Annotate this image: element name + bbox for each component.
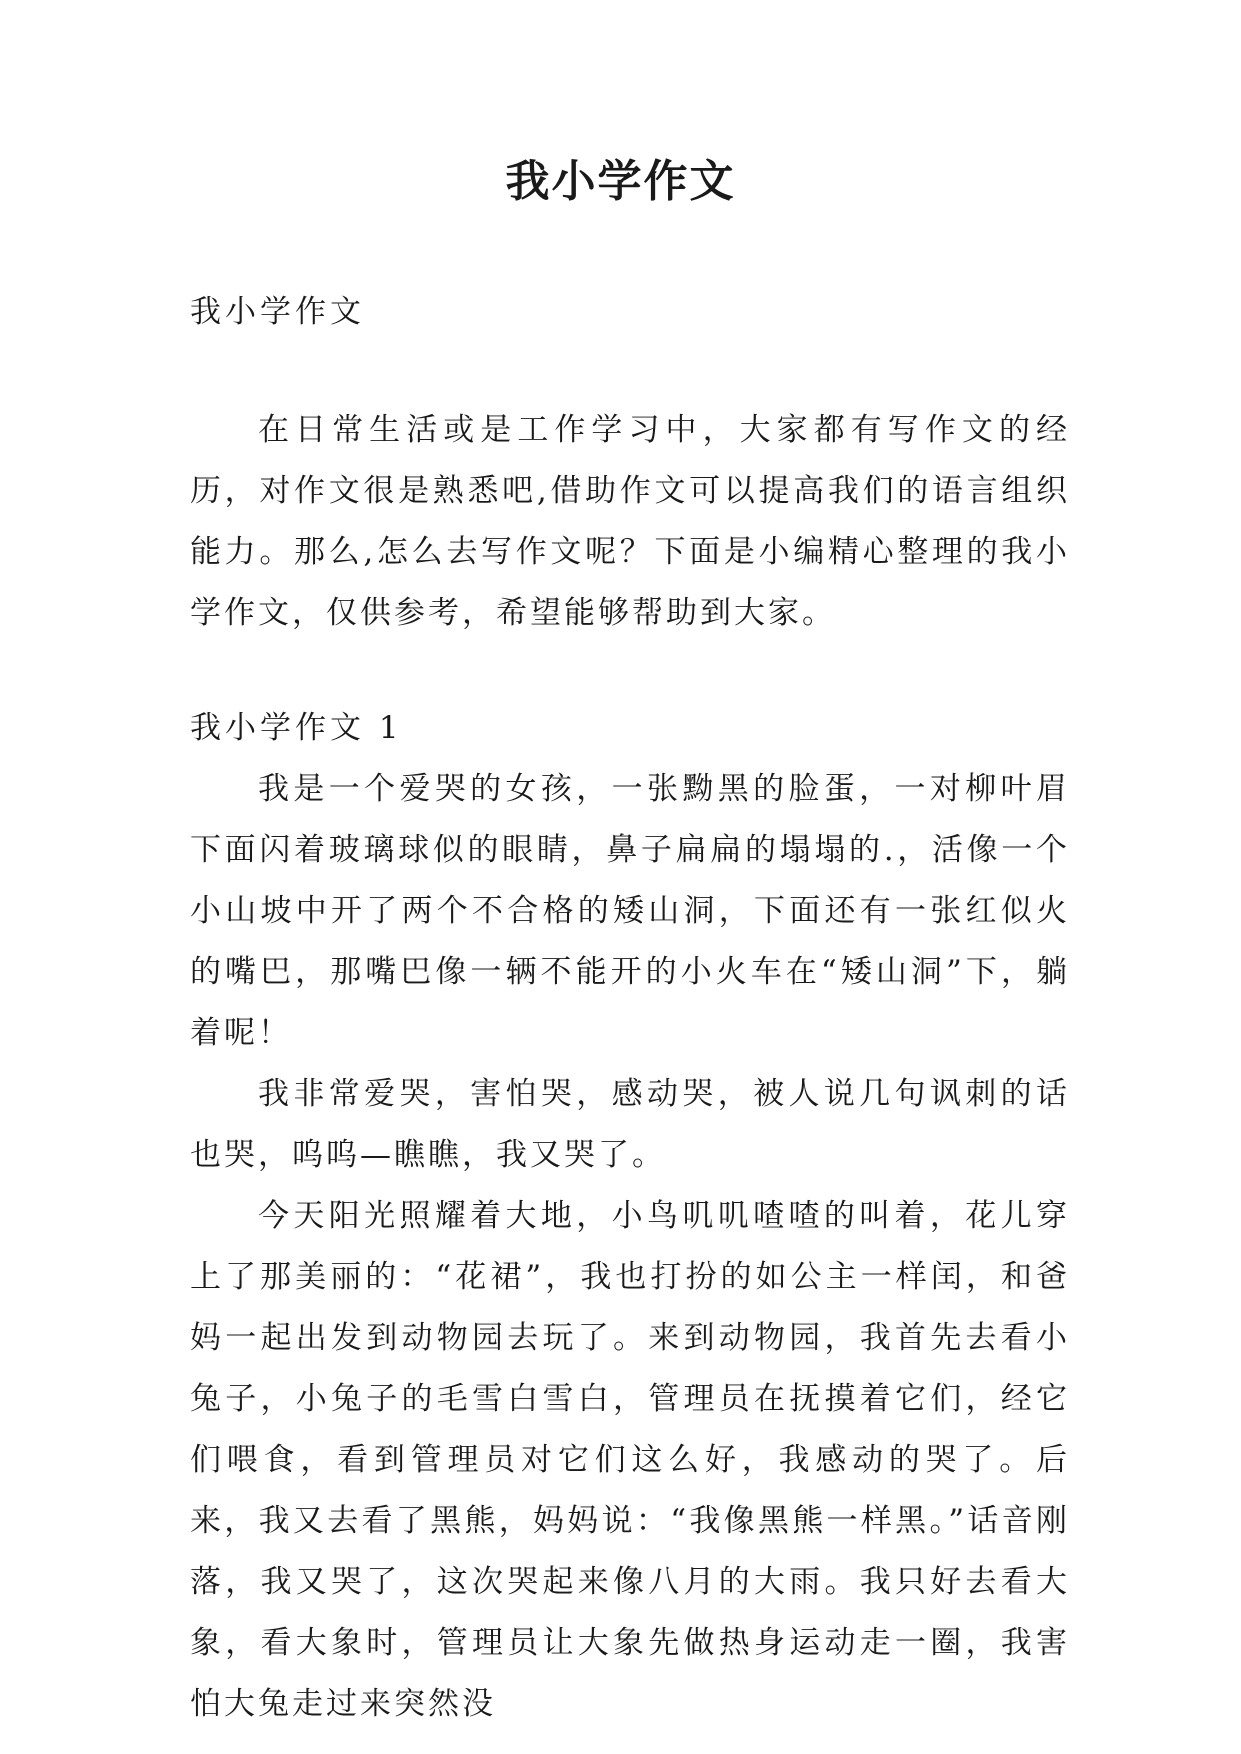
intro-paragraph: 在日常生活或是工作学习中，大家都有写作文的经历，对作文很是熟悉吧,借助作文可以提高我们的语言组织能力。那么,怎么去写作文呢？下面是小编精心整理的我小学作文，仅供参考，希望能够帮助到大家。 [190, 412, 1070, 631]
essay-paragraph-1: 我是一个爱哭的女孩，一张黝黑的脸蛋，一对柳叶眉下面闪着玻璃球似的眼睛，鼻子扁扁的塌塌的.，活像一个小山坡中开了两个不合格的矮山洞，下面还有一张红似火的嘴巴，那嘴巴像一辆不能开的小火车在“矮山洞”下，躺着呢！ [190, 771, 1070, 1051]
essay-section-1 [190, 698, 1070, 1735]
essay-paragraph-2: 我非常爱哭，害怕哭，感动哭，被人说几句讽刺的话也哭，呜呜—瞧瞧，我又哭了。 [190, 1076, 1070, 1173]
section-heading: 我小学作文 1 [190, 710, 403, 746]
essay-paragraph-3: 今天阳光照耀着大地，小鸟叽叽喳喳的叫着，花儿穿上了那美丽的：“花裙”，我也打扮的如公主一样闰，和爸妈一起出发到动物园去玩了。来到动物园，我首先去看小兔子，小兔子的毛雪白雪白，管理员在抚摸着它们，经它们喂食，看到管理员对它们这么好，我感动的哭了。后来，我又去看了黑熊，妈妈说：“我像黑熊一样黑。”话音刚落，我又哭了，这次哭起来像八月的大雨。我只好去看大象，看大象时，管理员让大象先做热身运动走一圈，我害怕大兔走过来突然没 [190, 1198, 1070, 1722]
page-title: 我小学作文 [505, 156, 736, 207]
document-subtitle: 我小学作文 [190, 294, 365, 330]
intro-block [190, 400, 1070, 644]
